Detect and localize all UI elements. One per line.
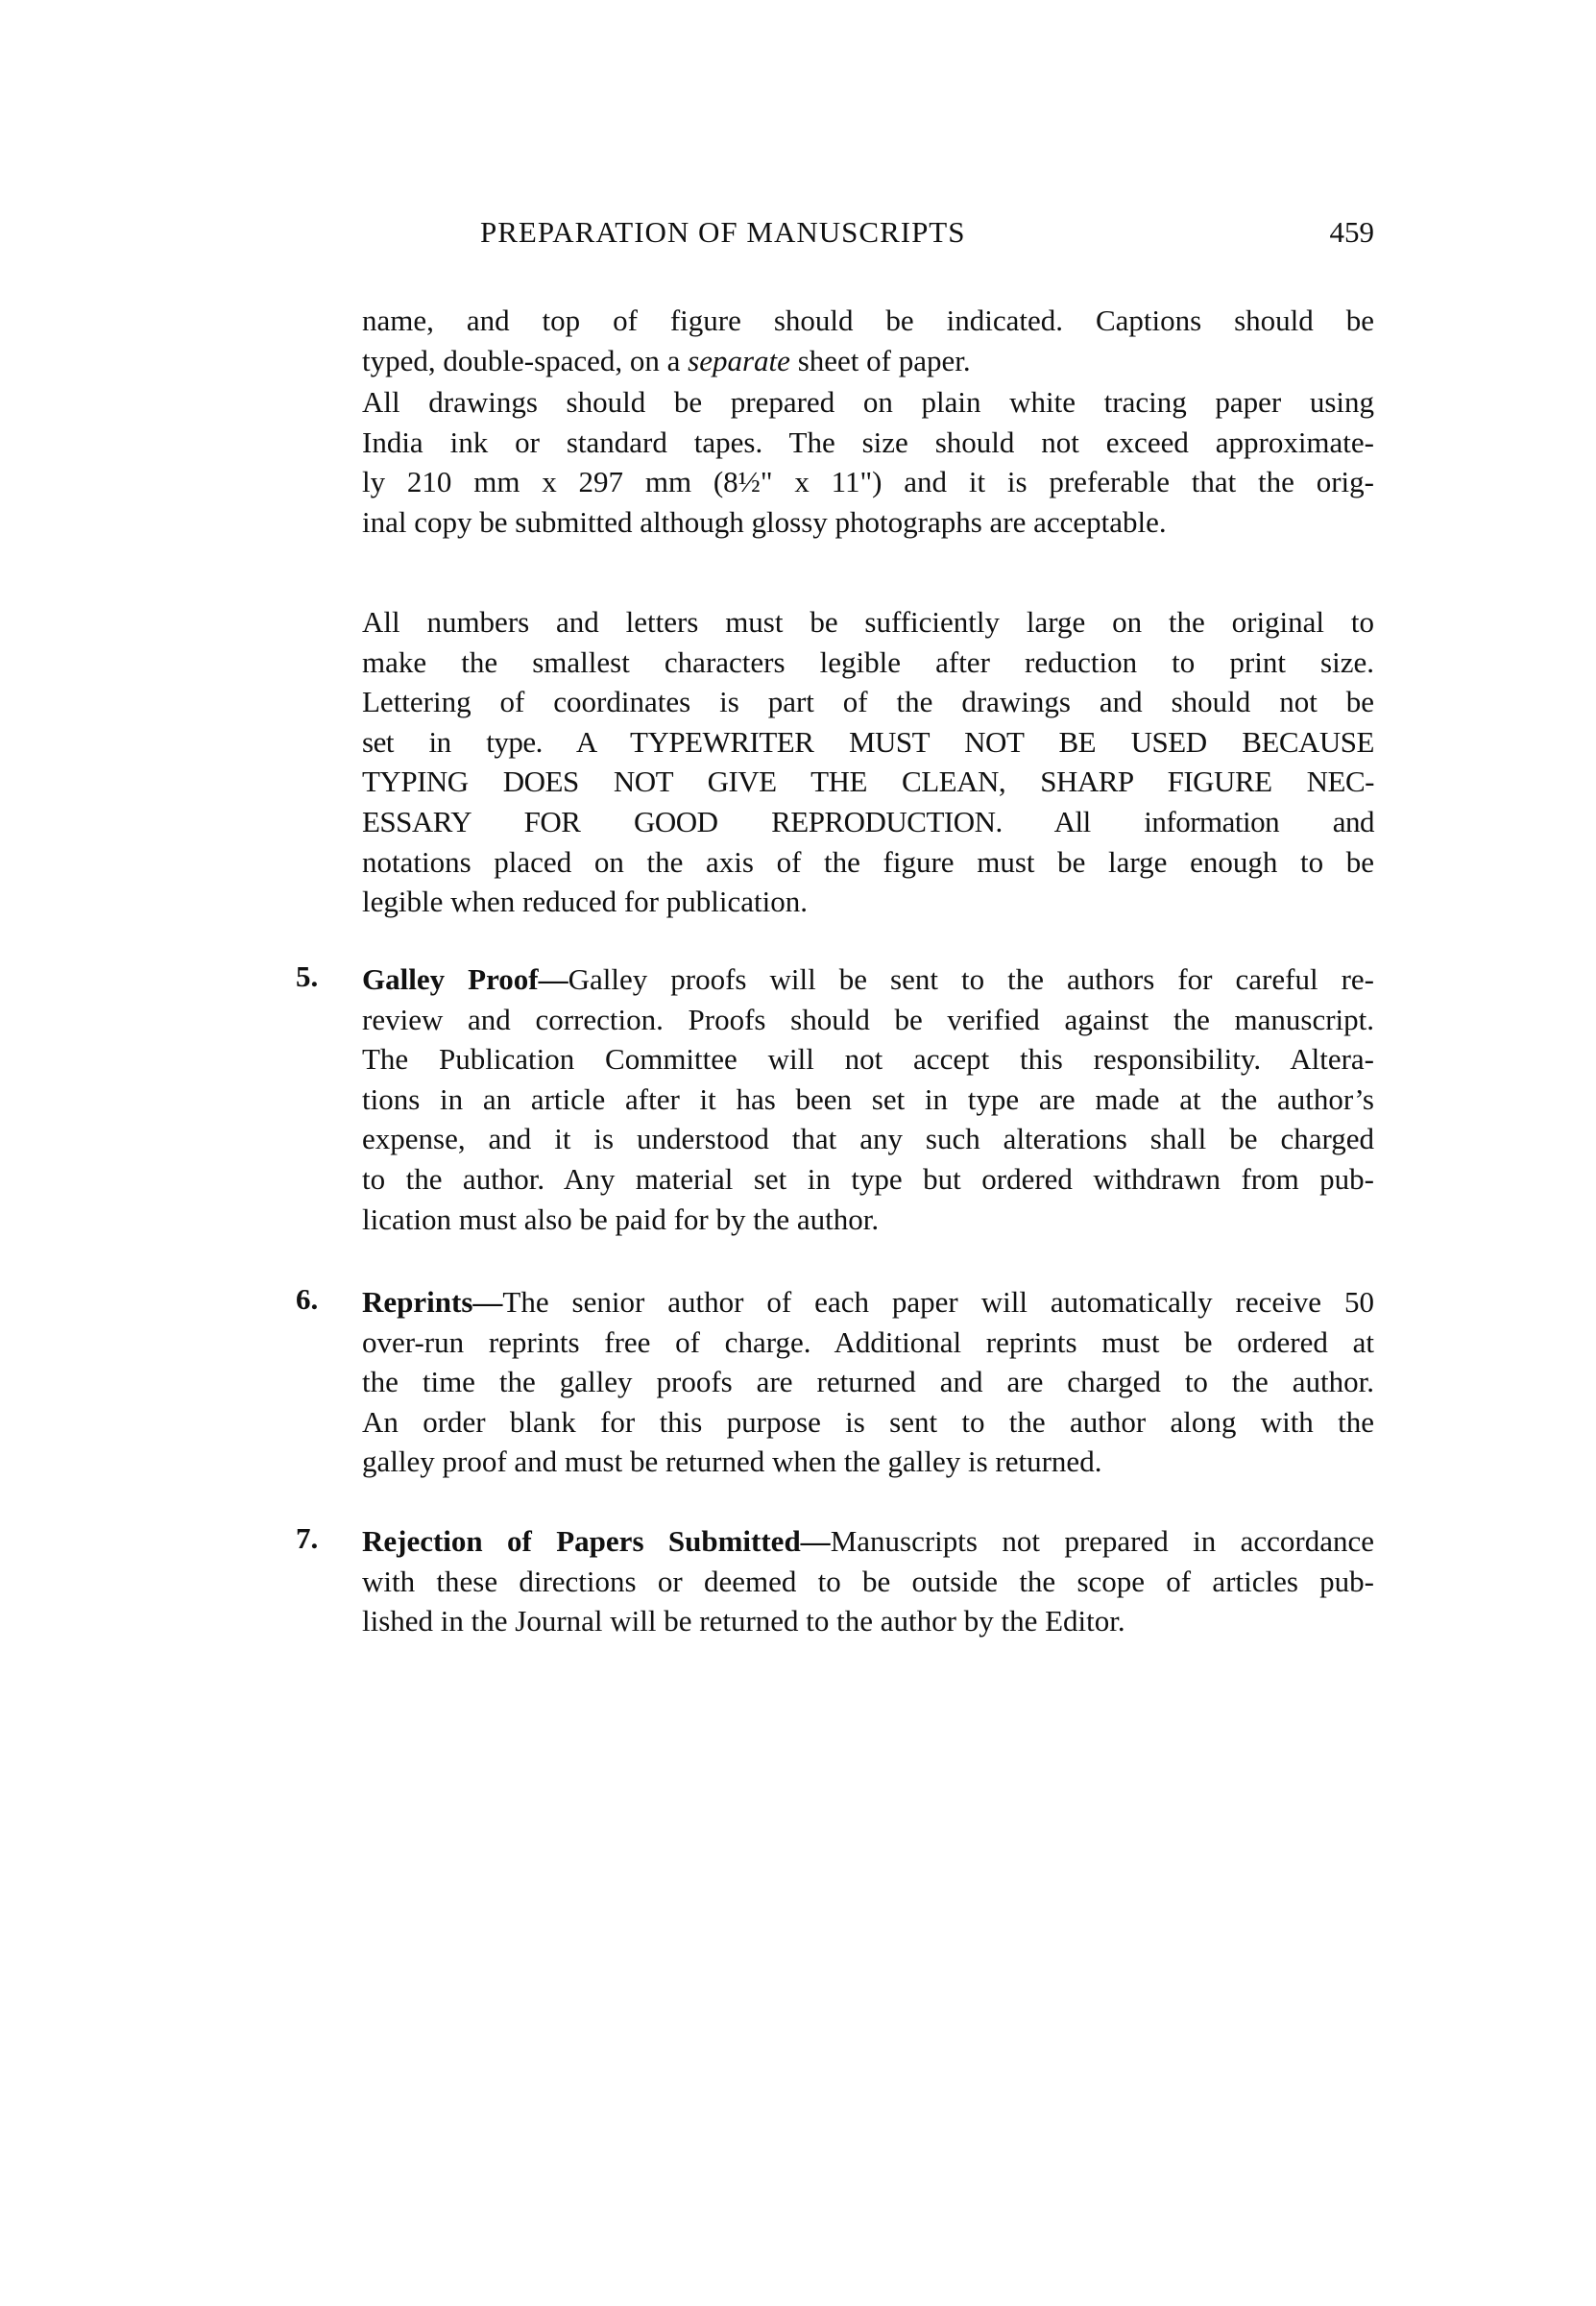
text-line: galley proof and must be returned when the galley is returned. (362, 1444, 1102, 1479)
text-run: typed, double-spaced, on a (362, 343, 689, 377)
text-line: set in type. A TYPEWRITER MUST NOT BE USED BECAUSE (362, 724, 1374, 759)
paragraph-captions (362, 301, 1374, 380)
item-galley-proof (296, 959, 1374, 1239)
text-run: sheet of paper. (789, 343, 971, 377)
text-line: notations placed on the axis of the figure must be large enough to be (362, 844, 1374, 879)
text-line: over-run reprints free of charge. Additional reprints must be ordered at (362, 1324, 1374, 1359)
text-line: make the smallest characters legible after reduction to print size. (362, 644, 1374, 679)
text-line (362, 959, 1374, 1000)
running-header (362, 215, 1374, 257)
text-line: The Publication Committee will not accept this responsibility. Altera- (362, 1042, 1374, 1077)
paragraph-lettering (362, 602, 1374, 922)
item-reprints (296, 1282, 1374, 1482)
text-line: tions in an article after it has been set in type are made at the author’s (362, 1081, 1374, 1116)
text-line (362, 1282, 1374, 1323)
text-line: ESSARY FOR GOOD REPRODUCTION. All information and (362, 804, 1374, 838)
text-line: inal copy be submitted although glossy photographs are acceptable. (362, 504, 1167, 539)
text-line: India ink or standard tapes. The size should not exceed approximate- (362, 425, 1374, 459)
text-line (362, 1521, 1374, 1562)
item-number: 7. (296, 1521, 319, 1555)
paragraph-drawings (362, 382, 1374, 542)
text-line: All numbers and letters must be sufficiently large on the original to (362, 605, 1374, 639)
text-line: name, and top of figure should be indicated. Captions should be (362, 303, 1374, 337)
text-line: expense, and it is understood that any such alterations shall be charged (362, 1122, 1374, 1156)
text-line: lished in the Journal will be returned to the author by the Editor. (362, 1604, 1125, 1638)
text-run: The senior author of each paper will automatically receive 50 (502, 1285, 1374, 1319)
item-title: Reprints— (362, 1285, 503, 1319)
item-number: 6. (296, 1282, 319, 1316)
item-rejection (296, 1521, 1374, 1641)
item-title: Galley Proof— (362, 962, 568, 996)
text-line: Lettering of coordinates is part of the drawings and should not be (362, 685, 1374, 719)
text-line (362, 341, 1374, 381)
text-line: legible when reduced for publication. (362, 885, 808, 919)
text-line: with these directions or deemed to be outside the scope of articles pub- (362, 1564, 1374, 1598)
italic-text: separate (688, 343, 790, 377)
text-line: All drawings should be prepared on plain white tracing paper using (362, 385, 1374, 419)
item-title: Rejection of Papers Submitted— (362, 1524, 831, 1558)
text-line: the time the galley proofs are returned and are charged to the author. (362, 1365, 1374, 1399)
text-line: ly 210 mm x 297 mm (8½" x 11") and it is preferable that the orig- (362, 465, 1374, 499)
text-line: review and correction. Proofs should be verified against the manuscript. (362, 1002, 1374, 1036)
text-run: Manuscripts not prepared in accordance (830, 1524, 1374, 1558)
text-line: An order blank for this purpose is sent to the author along with the (362, 1404, 1374, 1439)
text-line: to the author. Any material set in type but ordered withdrawn from pub- (362, 1161, 1374, 1196)
text-line: TYPING DOES NOT GIVE THE CLEAN, SHARP FIGURE NEC- (362, 765, 1374, 799)
text-line: lication must also be paid for by the author. (362, 1202, 880, 1236)
text-run: Galley proofs will be sent to the authors for careful re- (568, 962, 1374, 996)
item-number: 5. (296, 959, 319, 993)
running-title: PREPARATION OF MANUSCRIPTS (480, 215, 966, 249)
page-number: 459 (1329, 215, 1374, 249)
